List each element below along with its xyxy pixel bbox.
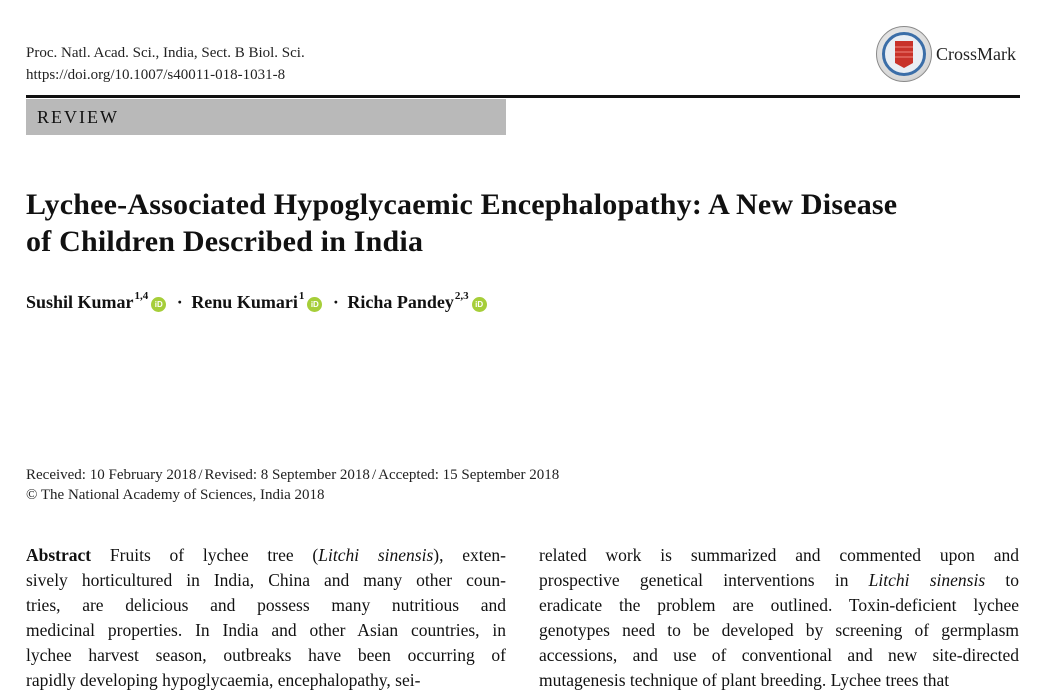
abstract-label: Abstract xyxy=(26,545,92,565)
author-name: Sushil Kumar xyxy=(26,292,134,312)
abstract-line: related work is summarized and commented upon and xyxy=(539,545,1019,565)
abstract-line: sively horticultured in India, China and many other coun- xyxy=(26,570,506,590)
paper-title: Lychee-Associated Hypoglycaemic Encephalopathy: A New Disease of Children Described in India xyxy=(26,188,898,258)
abstract-line: prospective genetical interventions in Litchi sinensis to xyxy=(539,570,1019,590)
abstract-line: eradicate the problem are outlined. Toxin-deficient lychee xyxy=(539,595,1019,615)
abstract-line: rapidly developing hypoglycaemia, encephalopathy, sei- xyxy=(26,670,421,690)
copyright-notice: © The National Academy of Sciences, India 2018 xyxy=(26,487,325,503)
abstract-line: medicinal properties. In India and other Asian countries, in xyxy=(26,620,506,640)
abstract-line: Abstract Fruits of lychee tree (Litchi sinensis), exten- xyxy=(26,545,507,565)
article-history xyxy=(26,465,559,505)
journal-citation: Proc. Natl. Acad. Sci., India, Sect. B Biol. Sci. xyxy=(26,45,305,61)
crossmark-label: CrossMark xyxy=(936,43,1016,64)
abstract-line: accessions, and use of conventional and new site-directed xyxy=(539,645,1019,665)
abstract-line: genotypes need to be developed by screening of germplasm xyxy=(539,620,1019,640)
abstract-line: mutagenesis technique of plant breeding. Lychee trees that xyxy=(539,670,950,690)
author-separator: · xyxy=(176,292,183,312)
author-affiliation: 2,3 xyxy=(454,290,469,302)
orcid-icon[interactable]: iD xyxy=(472,297,487,312)
orcid-icon[interactable]: iD xyxy=(307,297,322,312)
abstract-line: lychee harvest season, outbreaks have been occurring of xyxy=(26,645,506,665)
abstract-line: tries, are delicious and possess many nutritious and xyxy=(26,595,506,615)
journal-header xyxy=(26,42,305,86)
orcid-icon[interactable]: iD xyxy=(151,297,166,312)
abstract-column-left xyxy=(26,543,506,693)
author-1 xyxy=(26,292,170,313)
crossmark-icon xyxy=(876,26,932,82)
received-date: Received: 10 February 2018 xyxy=(26,467,197,483)
doi-link[interactable]: https://doi.org/10.1007/s40011-018-1031-8 xyxy=(26,67,286,83)
author-separator: · xyxy=(332,292,339,312)
species-name: Litchi sinensis xyxy=(868,570,986,590)
date-separator: / xyxy=(198,467,203,483)
revised-date: Revised: 8 September 2018 xyxy=(204,467,370,483)
crossmark-badge[interactable] xyxy=(876,26,1016,82)
section-label: REVIEW xyxy=(26,99,506,135)
abstract-column-right xyxy=(539,543,1019,693)
author-affiliation: 1,4 xyxy=(134,290,149,302)
author-name: Renu Kumari xyxy=(191,292,298,312)
author-3 xyxy=(347,292,490,313)
header-rule xyxy=(26,95,1020,98)
date-separator: / xyxy=(371,467,377,483)
species-name: Litchi sinensis xyxy=(318,545,434,565)
author-2 xyxy=(191,292,326,313)
author-name: Richa Pandey xyxy=(347,292,454,312)
author-affiliation: 1 xyxy=(298,290,305,302)
author-list xyxy=(26,292,491,313)
accepted-date: Accepted: 15 September 2018 xyxy=(378,467,560,483)
